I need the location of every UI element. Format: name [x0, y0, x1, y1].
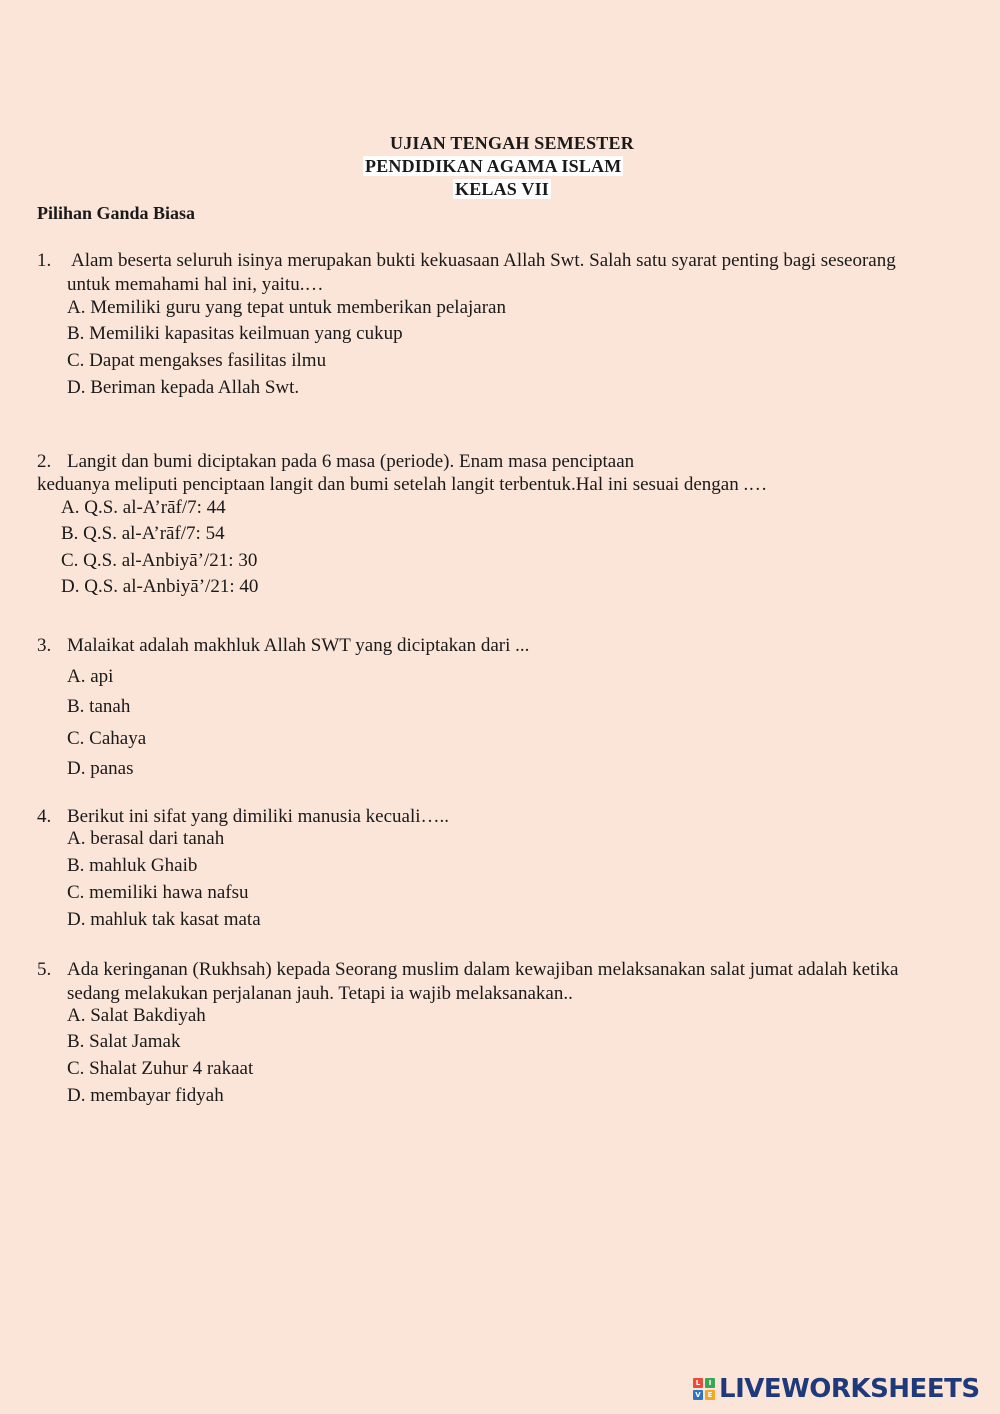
logo-grid-icon [693, 1378, 715, 1400]
question-4-option-a: A. berasal dari tanah [67, 828, 225, 849]
question-4-option-c: C. memiliki hawa nafsu [67, 882, 249, 903]
question-1-text-line1: Alam beserta seluruh isinya merupakan bukti kekuasaan Allah Swt. Salah satu syarat penting bagi seseorang [71, 250, 896, 271]
question-5-number: 5. [37, 959, 52, 980]
question-5-option-c: C. Shalat Zuhur 4 rakaat [67, 1058, 254, 1079]
question-2-text-line2: keduanya meliputi penciptaan langit dan bumi setelah langit terbentuk.Hal ini sesuai dengan .… [37, 474, 768, 495]
question-1-text-line2: untuk memahami hal ini, yaitu.… [67, 274, 324, 295]
question-1-option-b: B. Memiliki kapasitas keilmuan yang cukup [67, 323, 403, 344]
question-3-number: 3. [37, 635, 52, 656]
question-2-option-d: D. Q.S. al-Anbiyā’/21: 40 [61, 576, 259, 597]
subject-title-text: PENDIDIKAN AGAMA ISLAM [365, 156, 622, 176]
section-label: Pilihan Ganda Biasa [37, 203, 196, 223]
subject-title [363, 156, 623, 177]
question-4-option-b: B. mahluk Ghaib [67, 855, 198, 876]
question-5-option-d: D. membayar fidyah [67, 1085, 224, 1106]
question-3-text-line1: Malaikat adalah makhluk Allah SWT yang diciptakan dari ... [67, 635, 530, 656]
question-3-option-b: B. tanah [67, 696, 131, 717]
question-1-option-c: C. Dapat mengakses fasilitas ilmu [67, 350, 327, 371]
question-4-text-line1: Berikut ini sifat yang dimiliki manusia kecuali….. [67, 806, 450, 827]
question-2-number: 2. [37, 451, 52, 472]
liveworksheets-logo [693, 1374, 980, 1404]
logo-grid-cell: E [705, 1390, 715, 1400]
question-4-number: 4. [37, 806, 52, 827]
question-1-number: 1. [37, 250, 52, 271]
question-5-option-b: B. Salat Jamak [67, 1031, 181, 1052]
question-1-option-d: D. Beriman kepada Allah Swt. [67, 377, 300, 398]
question-3-option-d: D. panas [67, 758, 134, 779]
exam-title: UJIAN TENGAH SEMESTER [390, 133, 634, 153]
logo-text: LIVEWORKSHEETS [719, 1374, 980, 1404]
question-2-text-line1: Langit dan bumi diciptakan pada 6 masa (periode). Enam masa penciptaan [67, 451, 635, 472]
question-5-text-line1: Ada keringanan (Rukhsah) kepada Seorang muslim dalam kewajiban melaksanakan salat jumat adalah ketika [67, 959, 899, 980]
question-4-option-d: D. mahluk tak kasat mata [67, 909, 261, 930]
question-3-option-c: C. Cahaya [67, 728, 147, 749]
class-title [453, 179, 551, 200]
question-5-option-a: A. Salat Bakdiyah [67, 1005, 206, 1026]
question-2-option-c: C. Q.S. al-Anbiyā’/21: 30 [61, 550, 258, 571]
logo-grid-cell: L [693, 1378, 703, 1388]
question-2-option-b: B. Q.S. al-A’rāf/7: 54 [61, 523, 225, 544]
question-5-text-line2: sedang melakukan perjalanan jauh. Tetapi ia wajib melaksanakan.. [67, 983, 573, 1004]
class-title-text: KELAS VII [455, 179, 550, 199]
logo-grid-cell: I [705, 1378, 715, 1388]
logo-grid-cell: V [693, 1390, 703, 1400]
question-2-option-a: A. Q.S. al-A’rāf/7: 44 [61, 497, 226, 518]
question-1-option-a: A. Memiliki guru yang tepat untuk memberikan pelajaran [67, 297, 506, 318]
question-3-option-a: A. api [67, 666, 114, 687]
